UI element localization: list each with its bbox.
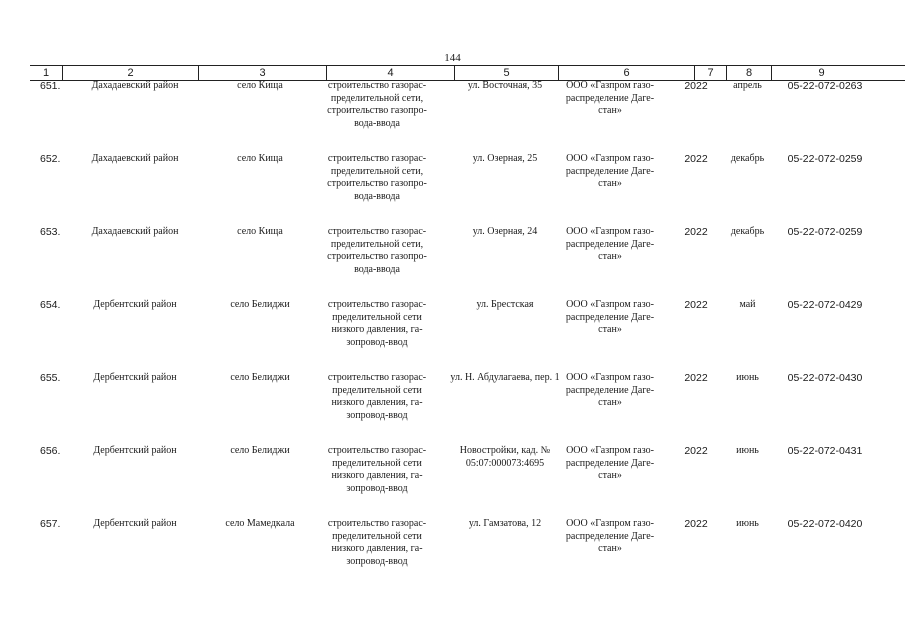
table-header <box>30 65 905 81</box>
settlement-cell: село Кища <box>237 226 283 237</box>
organization-cell: ООО «Газпром газо-распределение Даге-стан» <box>565 518 655 554</box>
code-cell: 05-22-072-0431 <box>787 445 863 457</box>
address-cell: ул. Восточная, 35 <box>467 80 543 91</box>
district-cell: Дахадаевский район <box>91 153 179 164</box>
column-header: 7 <box>694 66 726 80</box>
year-cell: 2022 <box>684 226 708 238</box>
code-cell: 05-22-072-0259 <box>787 153 863 165</box>
year-cell: 2022 <box>684 153 708 165</box>
year-cell: 2022 <box>684 80 708 92</box>
row-number: 651. <box>40 80 61 92</box>
table-row <box>30 153 905 226</box>
settlement-cell: село Кища <box>237 80 283 91</box>
code-cell: 05-22-072-0430 <box>787 372 863 384</box>
month-cell: апрель <box>733 80 762 91</box>
month-cell: июнь <box>736 372 759 383</box>
settlement-cell: село Белиджи <box>230 372 290 383</box>
table-row <box>30 80 905 153</box>
work-cell: строительство газорас-пределительной сети низкого давления, га-зопровод-ввод <box>327 518 427 567</box>
year-cell: 2022 <box>684 518 708 530</box>
column-header: 9 <box>771 66 871 80</box>
column-header: 1 <box>42 67 50 79</box>
column-header: 3 <box>198 66 326 80</box>
settlement-cell: село Белиджи <box>230 299 290 310</box>
work-cell: строительство газорас-пределительной сети, строительство газопро-вода-ввода <box>327 80 427 129</box>
district-cell: Дахадаевский район <box>91 80 179 91</box>
district-cell: Дербентский район <box>93 518 177 529</box>
row-number: 656. <box>40 445 61 457</box>
month-cell: июнь <box>736 445 759 456</box>
work-cell: строительство газорас-пределительной сети, строительство газопро-вода-ввода <box>327 226 427 275</box>
page-number: 144 <box>444 52 461 64</box>
row-number: 652. <box>40 153 61 165</box>
address-cell: ул. Озерная, 25 <box>472 153 538 164</box>
district-cell: Дербентский район <box>93 445 177 456</box>
district-cell: Дербентский район <box>93 299 177 310</box>
district-cell: Дахадаевский район <box>91 226 179 237</box>
organization-cell: ООО «Газпром газо-распределение Даге-стан» <box>565 445 655 481</box>
code-cell: 05-22-072-0429 <box>787 299 863 311</box>
district-cell: Дербентский район <box>93 372 177 383</box>
work-cell: строительство газорас-пределительной сети низкого давления, га-зопровод-ввод <box>327 445 427 494</box>
year-cell: 2022 <box>684 445 708 457</box>
month-cell: декабрь <box>730 226 765 237</box>
table-row <box>30 445 905 518</box>
column-header: 4 <box>326 66 454 80</box>
table-row <box>30 518 905 591</box>
row-number: 654. <box>40 299 61 311</box>
column-header: 5 <box>454 66 558 80</box>
organization-cell: ООО «Газпром газо-распределение Даге-стан» <box>565 153 655 189</box>
month-cell: декабрь <box>730 153 765 164</box>
address-cell: ул. Н. Абдулагаева, пер. 1 <box>450 372 560 383</box>
month-cell: июнь <box>736 518 759 529</box>
organization-cell: ООО «Газпром газо-распределение Даге-стан» <box>565 80 655 116</box>
work-cell: строительство газорас-пределительной сети низкого давления, га-зопровод-ввод <box>327 372 427 421</box>
organization-cell: ООО «Газпром газо-распределение Даге-стан» <box>565 299 655 335</box>
settlement-cell: село Кища <box>237 153 283 164</box>
address-cell: Новостройки, кад. № 05:07:000073:4695 <box>459 445 551 469</box>
address-cell: ул. Гамзатова, 12 <box>468 518 542 529</box>
table-row <box>30 372 905 445</box>
code-cell: 05-22-072-0263 <box>787 80 863 92</box>
year-cell: 2022 <box>684 299 708 311</box>
row-number: 653. <box>40 226 61 238</box>
row-number: 657. <box>40 518 61 530</box>
column-header: 8 <box>726 66 771 80</box>
organization-cell: ООО «Газпром газо-распределение Даге-стан» <box>565 372 655 408</box>
organization-cell: ООО «Газпром газо-распределение Даге-стан» <box>565 226 655 262</box>
work-cell: строительство газорас-пределительной сети низкого давления, га-зопровод-ввод <box>327 299 427 348</box>
code-cell: 05-22-072-0420 <box>787 518 863 530</box>
settlement-cell: село Мамедкала <box>225 518 295 529</box>
settlement-cell: село Белиджи <box>230 445 290 456</box>
address-cell: ул. Озерная, 24 <box>472 226 538 237</box>
address-cell: ул. Брестская <box>476 299 534 310</box>
column-header: 6 <box>558 66 694 80</box>
code-cell: 05-22-072-0259 <box>787 226 863 238</box>
table-row <box>30 299 905 372</box>
table-row <box>30 226 905 299</box>
row-number: 655. <box>40 372 61 384</box>
year-cell: 2022 <box>684 372 708 384</box>
work-cell: строительство газорас-пределительной сети, строительство газопро-вода-ввода <box>327 153 427 202</box>
month-cell: май <box>739 299 756 310</box>
column-header: 2 <box>62 66 198 80</box>
